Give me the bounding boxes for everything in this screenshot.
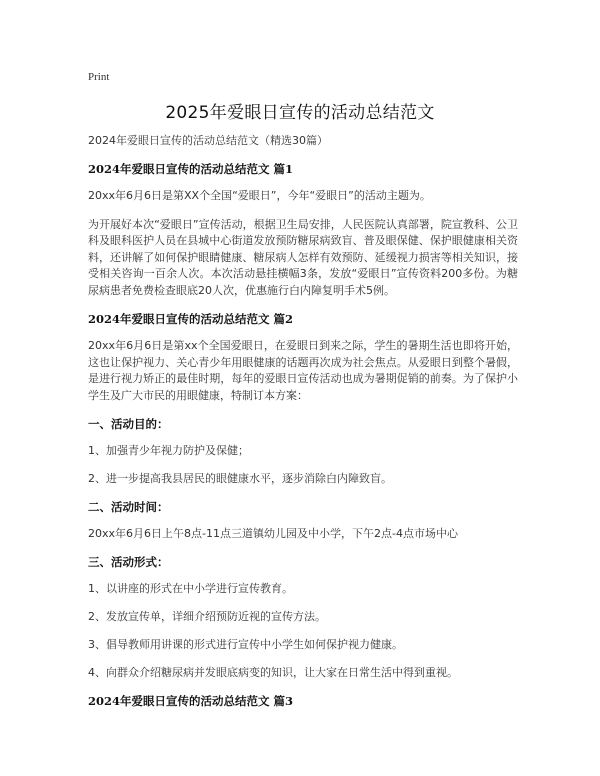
form-item: 2、发放宣传单，详细介绍预防近视的宣传方法。: [88, 610, 326, 623]
document-title: 2025年爱眼日宣传的活动总结范文: [165, 103, 435, 123]
form-item: 4、向群众介绍糖尿病并发眼底病变的知识，让大家在日常生活中得到重视。: [88, 666, 458, 679]
section-1-paragraph: 为开展好本次“爱眼日”宣传活动，根据卫生局安排，人民医院认真部署，院宣教科、公卫科及眼科医护人员在县城中心街道发放预防糖尿病致盲、普及眼保健、保护眼健康相关资料，还讲解了如何保护眼睛健康、糖尿病人怎样有效预防、延缓视力损害等相关知识，接受相关咨询一百余人次。本次活动悬挂横幅3条，发放“爱眼日”宣传资料200多份。为糖尿病患者免费检查眼底20人次，优惠施行白内障复明手术5例。: [88, 217, 518, 297]
time-heading: 二、活动时间：: [88, 500, 169, 514]
document-body: [88, 133, 518, 720]
section-heading-2: 2024年爱眼日宣传的活动总结范文 篇2: [88, 312, 294, 326]
section-heading-3: 2024年爱眼日宣传的活动总结范文 篇3: [88, 694, 294, 708]
time-text: 20xx年6月6日上午8点-11点三道镇幼儿园及中小学，下午2点-4点市场中心: [88, 527, 458, 540]
form-item: 3、倡导教师用讲课的形式进行宣传中小学生如何保护视力健康。: [88, 638, 403, 651]
goal-item: 1、加强青少年视力防护及保健；: [88, 444, 249, 457]
section-1-paragraph: 20xx年6月6日是第XX个全国“爱眼日”，今年“爱眼日”的活动主题为。: [88, 189, 431, 202]
goal-heading: 一、活动目的：: [88, 417, 169, 431]
form-item: 1、以讲座的形式在中小学进行宣传教育。: [88, 582, 293, 595]
section-2-intro: 20xx年6月6日是第xx个全国爱眼日，在爱眼日到来之际，学生的暑期生活也即将开始，这也让保护视力、关心青少年用眼健康的话题再次成为社会焦点。从爱眼日到整个暑假，是进行视力矫正的最佳时期，每年的爱眼日宣传活动也成为暑期促销的前奏。为了保护小学生及广大市民的用眼健康，特制订本方案：: [88, 339, 518, 402]
document-subtitle: 2024年爱眼日宣传的活动总结范文（精选30篇）: [88, 134, 328, 147]
form-heading: 三、活动形式：: [88, 555, 169, 569]
print-link[interactable]: Print: [88, 71, 110, 83]
section-heading-1: 2024年爱眼日宣传的活动总结范文 篇1: [88, 162, 294, 176]
goal-item: 2、进一步提高我县居民的眼健康水平，逐步消除白内障致盲。: [88, 472, 392, 485]
